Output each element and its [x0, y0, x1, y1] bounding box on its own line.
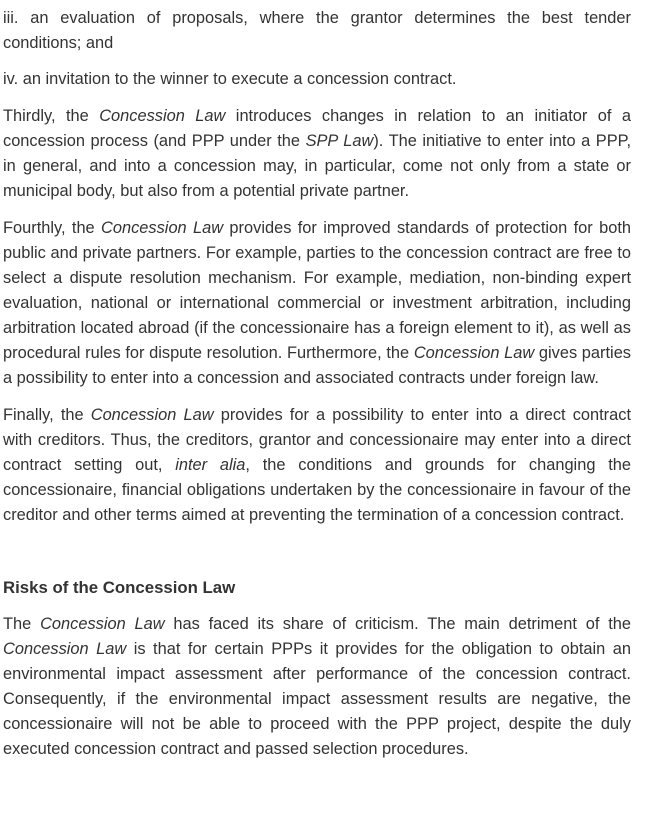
- text-run: gives parties a possibility to enter into a concession and associated contracts under foreign law.: [3, 344, 632, 387]
- list-item-iii: iii. an evaluation of proposals, where the grantor determines the best tender conditions; and: [3, 9, 631, 52]
- text-run: ). The initiative to enter into a PPP, in general, and into a concession may, in particular, come not only from a state or municipal body, but also from a potential private partner.: [3, 132, 631, 200]
- paragraph-fourthly: [3, 216, 631, 391]
- law-name-spp: SPP Law: [305, 132, 374, 150]
- paragraph-thirdly: [3, 104, 631, 204]
- text-run: provides for a possibility to enter into a direct contract with creditors. Thus, the creditors, grantor and concessionaire may enter into a direct contract setting out,: [3, 406, 632, 474]
- law-name-concession: Concession Law: [413, 344, 535, 362]
- section-heading-risks: Risks of the Concession Law: [3, 578, 236, 597]
- text-run: is that for certain PPPs it provides for the obligation to obtain an environmental impact assessment after performance of the concession contract. Consequently, if the environmental impact assessment results are negative, the concessionaire will not be able to proceed with the PPP project, despite the duly executed concession contract and passed selection procedures.: [3, 640, 631, 758]
- text-run: The: [3, 615, 41, 633]
- text-run: Thirdly, the: [3, 107, 100, 125]
- law-name-concession: Concession Law: [99, 107, 226, 125]
- text-run: provides for improved standards of protection for both public and private partners. For example, parties to the concession contract are free to select a dispute resolution mechanism. For example, mediation, non-binding expert evaluation, national or international commercial or investment arbitration, including arbitration located abroad (if the concessionaire has a foreign element to it), as well as procedural rules for dispute resolution. Furthermore, the: [3, 219, 631, 362]
- text-run: Fourthly, the: [3, 219, 102, 237]
- law-name-concession: Concession Law: [3, 640, 127, 658]
- law-name-concession: Concession Law: [40, 615, 165, 633]
- law-name-concession: Concession Law: [101, 219, 224, 237]
- law-name-concession: Concession Law: [90, 406, 214, 424]
- text-run: introduces changes in relation to an initiator of a concession process (and PPP under the: [3, 107, 631, 150]
- text-run: has faced its share of criticism. The main detriment of the: [164, 615, 631, 633]
- text-run: Finally, the: [3, 406, 91, 424]
- latin-term: inter alia: [175, 456, 246, 474]
- list-item-iv: iv. an invitation to the winner to execute a concession contract.: [3, 70, 457, 88]
- paragraph-risks: [3, 612, 631, 762]
- paragraph-finally: [3, 403, 631, 528]
- text-run: , the conditions and grounds for changing the concessionaire, financial obligations undertaken by the concessionaire in favour of the creditor and other terms aimed at preventing the termination of a concession contract.: [3, 456, 631, 524]
